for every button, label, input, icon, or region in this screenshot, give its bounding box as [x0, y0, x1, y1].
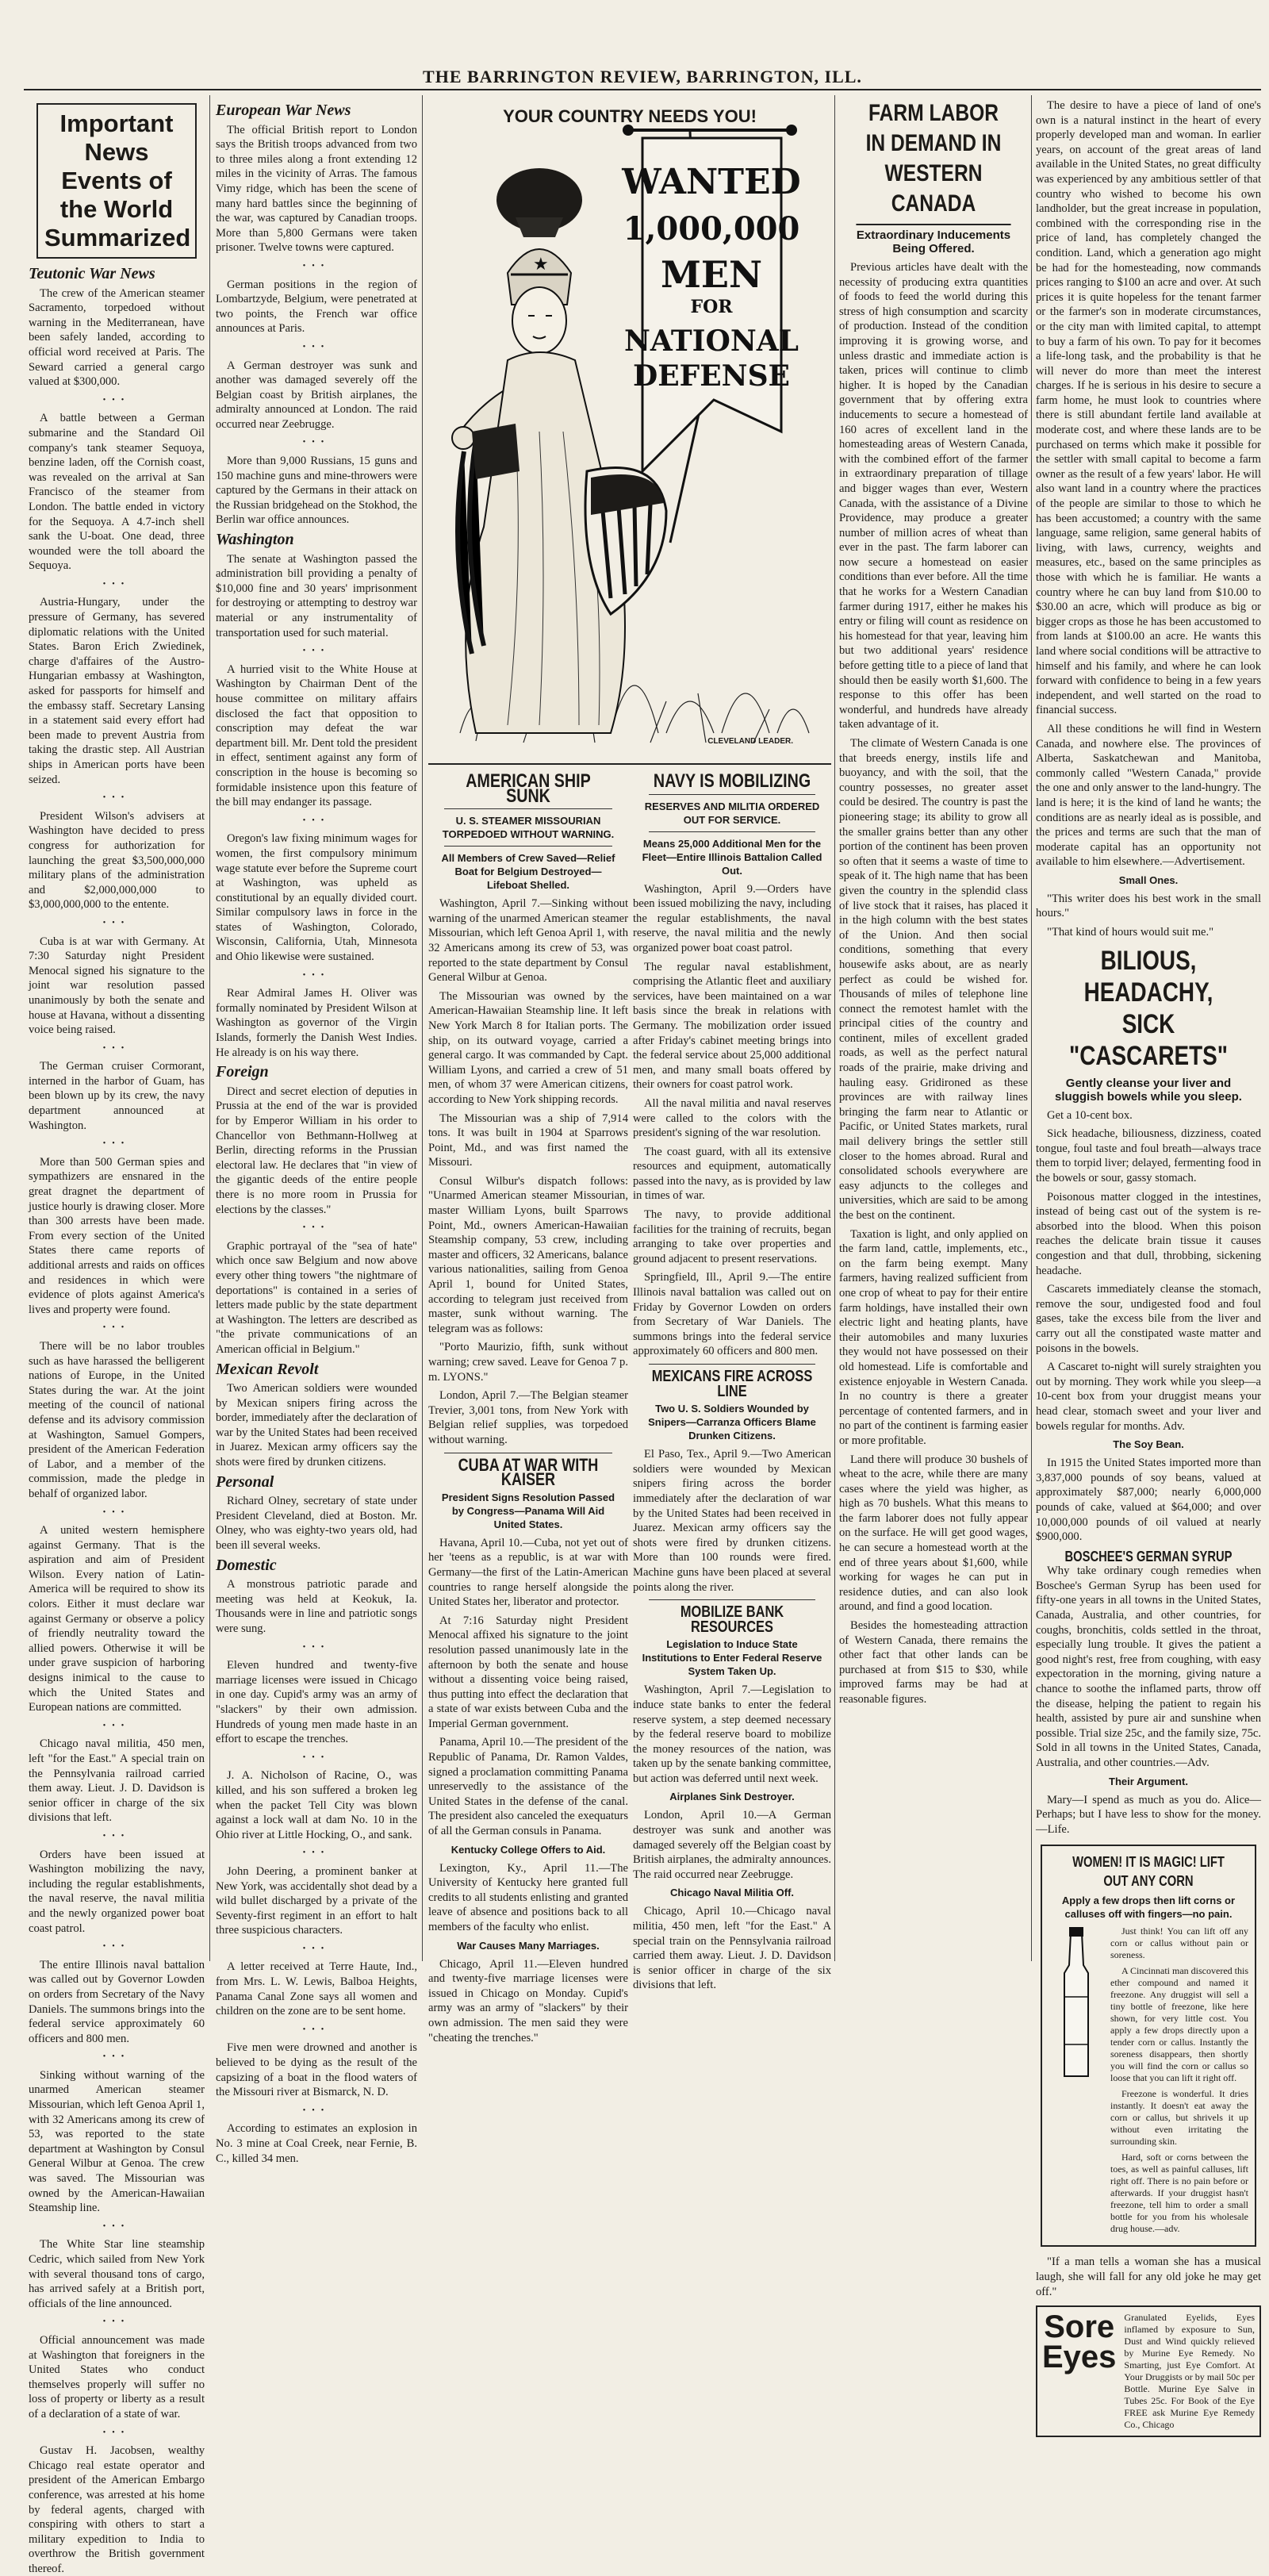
paragraph: The White Star line steamship Cedric, which sailed from New York with several thousand tons of cargo, has arrived safely at a British port, officials of the line announced. [29, 2238, 205, 2310]
dek-navy: RESERVES AND MILITIA ORDERED OUT FOR SERVICE. [644, 800, 820, 826]
separator-stars: ••• [102, 1323, 131, 1333]
svg-text:★: ★ [533, 255, 549, 274]
column-news-summary [29, 98, 205, 2575]
separator-stars: ••• [102, 395, 131, 405]
subhead-ship-sunk: All Members of Crew Saved—Relief Boat for Belgium Destroyed—Lifeboat Shelled. [441, 852, 615, 892]
paragraph: Direct and secret election of deputies in Prussia at the end of the war is provided for by Emperor William in his order to Chancellor von Bethmann-Hollweg at Berlin, directing reforms in the Prussian electoral law. He declares that "in view of the gigantic deeds of the entire people there is no more room in Prussia for elections by the classes." [216, 1085, 417, 1216]
banner-line: MEN [660, 253, 763, 296]
sore-eyes-ad [1036, 2305, 1261, 2437]
column-navy [633, 770, 831, 1992]
headline-ship-sunk: AMERICAN SHIP SUNK [466, 770, 591, 807]
headline-bank: MOBILIZE BANK RESOURCES [680, 1603, 784, 1636]
col4-paragraphs-airplanes [633, 1808, 831, 1882]
paragraph: More than 9,000 Russians, 15 guns and 150 machine guns and mine-throwers were captured by the Germans in their attack on the Russian bridgehead on the Stokhod, the Berlin war office announces. [216, 455, 417, 527]
paragraph: Just think! You can lift off any corn or callus without pain or soreness. [1110, 1925, 1248, 1961]
paragraph: "That kind of hours would suit me." [1047, 926, 1214, 939]
column-ship-sunk [428, 770, 628, 2044]
subhead-kentucky: Kentucky College Offers to Aid. [450, 1843, 606, 1856]
separator-stars: ••• [102, 1831, 131, 1841]
separator-stars: ••• [302, 438, 331, 447]
separator-stars: ••• [102, 1043, 131, 1053]
separator-stars: ••• [302, 1849, 331, 1858]
paragraph: All these conditions he will find in Western Canada, and nowhere else. The provinces of Alberta, Saskatchewan and Manitoba, commonly called "Western Canada," provide the one and only answer to the land-hungry. The land is here; it is the kind of land he wants; the conditions are as nearly ideal as is possible, and the prices and terms are such that the man of moderate capital has an opportunity not available to him elsewhere.—Advertisement. [1036, 722, 1261, 869]
paragraph: Washington, April 9.—Orders have been issued mobilizing the navy, including the regular establishments, the naval reserve, the naval militia and the newly organized power boat coast patrol. [633, 882, 831, 954]
separator-stars: ••• [302, 1223, 331, 1233]
subhead-cuba: President Signs Resolution Passed by Congress—Panama Will Aid United States. [441, 1491, 615, 1530]
paragraph: Sinking without warning of the unarmed American steamer Missourian, which left Genoa April 1, with 32 Americans among its crew of 53, was reported to the state department at Washington by Consul General Wilbur at Genoa. The crew was saved. The Missourian was owned by the American-Hawaiian Steamship line. [29, 2068, 205, 2215]
column-rule [1031, 95, 1032, 1961]
separator-stars: ••• [102, 2428, 131, 2437]
syrup-ad-headline: BOSCHEE'S GERMAN SYRUP [1064, 1548, 1233, 1564]
corn-ad-headline: WOMEN! IT IS MAGIC! LIFT OUT ANY CORN [1072, 1854, 1225, 1890]
separator-stars: ••• [102, 2221, 131, 2231]
paragraph: Poisonous matter clogged in the intestines, instead of being cast out of the system is re-absorbed into the blood. When this poison reaches the delicate brain tissue it causes congestion and that dull, throbbing, sickening headache. [1036, 1190, 1261, 1277]
separator-stars: ••• [102, 579, 131, 589]
banner-line: DEFENSE [633, 359, 790, 393]
paragraph: Five men were drowned and another is believed to be dying as the result of the capsizing of a boat in the flood waters of the Missouri river at Bismarck, N. D. [216, 2041, 417, 2099]
column-farm-labor [839, 98, 1028, 1960]
paragraph: A united western hemisphere against Germany. That is the aspiration and aim of President Wilson. Every nation of Latin-America will be required to show its colors. Either it must declare war against Germany or observe a policy of friendly neutrality toward the allied powers. Otherwise it will be under grave suspicion of harboring designs inimical to the cause to which the United States and European nations are committed. [29, 1524, 205, 1714]
headline-navy: NAVY IS MOBILIZING [653, 770, 811, 792]
paragraph: Get a 10-cent box. [1047, 1108, 1133, 1122]
banner-line: WANTED [622, 162, 801, 202]
separator-stars: ••• [102, 2317, 131, 2327]
separator-stars: ••• [102, 1942, 131, 1952]
paragraph: Chicago naval militia, 450 men, left "for the East." A special train on the Pennsylvania railroad carried them away. Lieut. J. D. Davidson is senior officer in charge of the six divisions that left. [29, 1737, 205, 1825]
soy-bean-text: In 1915 the United States imported more than 3,837,000 pounds of soy beans, valued at approximately $87,000; nearly 6,000,000 pounds of cake, valued at $64,000; and over 10,000,000 pounds of oil valued at nearly $900,000. [1036, 1457, 1261, 1544]
paragraph: Gustav H. Jacobsen, wealthy Chicago real estate operator and president of the American Embargo conference, was arrested at his home by federal agents, charged with conspiring with others to start a military expedition to India to overthrow the British government thereof. [29, 2444, 205, 2575]
cascarets-ad-headline: BILIOUS, HEADACHY, SICK "CASCARETS" [1069, 945, 1228, 1071]
paragraph: Washington, April 7.—Sinking without warning of the unarmed American steamer Missourian, which left Genoa April 1, with 32 Americans among its crew of 53, was reported to the state department by Consul General Wilbur at Genoa. [428, 897, 628, 985]
separator-stars: ••• [302, 2025, 331, 2034]
paragraph: Official announcement was made at Washington that foreigners in the United States who conduct themselves properly will suffer no loss of property or liberty as a result of a declaration of a state of war. [29, 2333, 205, 2421]
freezone-bottle-icon [1049, 1925, 1104, 2084]
paragraph: A letter received at Terre Haute, Ind., from Mrs. L. W. Lewis, Balboa Heights, Panama Canal Zone says all women and children on the zone are to be sent home. [216, 1960, 417, 2018]
paragraph: Hard, soft or corns between the toes, as well as painful calluses, lift right off. There is no pain before or afterwards. If your druggist hasn't freezone, tell him to order a small bottle for you from his wholesale drug house.—adv. [1110, 2152, 1248, 2235]
subhead-farm-labor: Extraordinary Inducements Being Offered. [856, 228, 1011, 255]
section-body [216, 123, 417, 528]
paragraph: London, April 10.—A German destroyer was sunk and another was damaged severely off the Belgian coast by British airplanes, the admiralty announces. The raid occurred near Zeebrugge. [633, 1809, 831, 1881]
paragraph: A Cincinnati man discovered this ether compound and named it freezone. Any druggist will sell a tiny bottle of freezone, like here shown, for very little cost. You apply a few drops directly upon a tender corn or callus. Instantly the soreness disappears, then shortly you will find the corn or callus so loose that you can lift it right off. [1110, 1965, 1248, 2084]
banner-line: FOR [690, 297, 733, 317]
paragraph: The regular naval establishment, comprising the Atlantic fleet and auxiliary services, have been maintained on a war basis since the break in relations with Germany. The mobilization order issued after Friday's cabinet meeting brings into the federal service about 25,000 additional men, and many small boats offered by their owners for coast patrol work. [633, 960, 831, 1092]
subhead-bank: Legislation to Induce State Institutions to Enter Federal Reserve System Taken Up. [642, 1638, 822, 1678]
paragraph: Taxation is light, and only applied on the farm land, cattle, implements, etc., on the farm being exempt. Many farmers, having realized sufficient from one crop of wheat to pay for their entire farm holdings, have installed their own electric light and heating plants, have their automobiles and many luxuries they would not have possessed on their old homestead. Life is comfortable and existence enjoyable in Western Canada. In no country is there a greater percentage of contented farmers, and in no part of the continent is farming easier or more profitable. [839, 1227, 1028, 1447]
sore-eyes-text: Granulated Eyelids, Eyes inflamed by exposure to Sun, Dust and Wind quickly relieved by Murine Eye Remedy. No Smarting, just Eye Comfort. At Your Druggists or by mail 50c per Bottle. Murine Eye Salve in Tubes 25c. For Book of the Eye FREE ask Murine Eye Remedy Co., Chicago [1124, 2312, 1255, 2431]
paragraph: Richard Olney, secretary of state under President Cleveland, died at Boston. Mr. Olney, who was eighty-two years old, had been ill several weeks. [216, 1495, 417, 1553]
col2-sections [216, 103, 417, 2166]
laugh-text: "If a man tells a woman she has a musical laugh, she will fall for any old joke he may get off." [1036, 2255, 1261, 2298]
poster-illustration [428, 98, 831, 765]
headline-cuba: CUBA AT WAR WITH KAISER [458, 1454, 599, 1490]
paragraph: Washington, April 7.—Legislation to induce state banks to enter the federal reserve system, a step deemed necessary by the federal reserve board to mobilize the money resources of the nation, was taken up by the senate banking committee, but action was deferred until next week. [633, 1683, 831, 1785]
banner-line: NATIONAL [623, 324, 799, 358]
cascarets-ad-text [1036, 1108, 1261, 1434]
section-body [216, 1085, 417, 1357]
paragraph: The Missourian was owned by the American-Hawaiian Steamship line. It left New York March 8 for Italian ports. The ship, on its outward voyage, carried a general cargo. It was commanded by Capt. William Lyons, and carried a crew of 51 men, of whom 37 were American citizens, according to New York shipping records. [428, 989, 628, 1106]
paragraph: A Cascaret to-night will surely straighten you out by morning. They work while you sleep—a 10-cent box from your druggist means your head clear, stomach sweet and your liver and bowels regular for months. Adv. [1036, 1361, 1261, 1433]
col4-paragraphs-bank [633, 1683, 831, 1786]
section-head: European War News [216, 102, 351, 119]
paragraph: Previous articles have dealt with the necessity of producing extra quantities of foods to feed the world during this stress of high consumption and scarcity of production. Instead of the condition improving it is growing worse, and unless drastic and immediate action is taken, prices will continue to climb higher. It is hoped by the Canadian government that by offering extra inducements to secure a homestead of 160 acres of excellent land in the homesteading areas of Western Canada, with the combined effort of the farmer in extraordinary preparation of tillage and bigger wages than ever, Western Canada, with the assistance of a Divine Providence, may produce a greater number of million acres of wheat than ever in the past. The farm laborer can now secure a homestead on easier conditions than ever before. All the time that he works for a Western Canadian farmer during 1917, either he makes his entry or filing will count as residence on his homestead for that year, leaving him but two additional years' residence before getting title to a piece of land that should then be easily worth $1,600. The response to this offer has been wonderful, and hundreds have already taken advantage of it. [839, 261, 1028, 731]
separator-stars: ••• [302, 2106, 331, 2115]
section-body [216, 552, 417, 1061]
paragraph: Graphic portrayal of the "sea of hate" which once saw Belgium and now above every other thing towers "the nightmare of deportations" is contained in a series of letters made public by the state department at Washington. The letters are described as "the private communications of an American official in Belgium." [216, 1239, 417, 1356]
paragraph: Cuba is at war with Germany. At 7:30 Saturday night President Menocal signed his signature to the joint war resolution passed unanimously by both the senate and house at Havana, without a dissenting voice being raised. [29, 935, 205, 1037]
cascarets-ad-subhead: Gently cleanse your liver and sluggish bowels while you sleep. [1055, 1076, 1242, 1104]
subhead-soy-bean: The Soy Bean. [1113, 1438, 1184, 1451]
subhead-navy: Means 25,000 Additional Men for the Fleet—Entire Illinois Battalion Called Out. [642, 837, 822, 877]
banner-line: 1,000,000 [623, 210, 800, 248]
summary-box-headline: Important News Events of the World Summarized [36, 103, 197, 259]
paragraph: The desire to have a piece of land of one's own is a natural instinct in the heart of every properly developed man and woman. In earlier years, on account of the great areas of land available in the United States, no great difficulty was experienced by any ambitious settler of that country who wished to become his own landholder, but the great increase in population, combined with the corresponding rise in the price of land, has completely changed the condition. Land, which a generation ago might be had for the homesteading, now commands prices ranging to $100 an acre and over. At such prices it is quite hopeless for the tenant farmer or the farmer's son in moderate circumstances, or the city man with limited capital, to attempt to buy a farm of his own. To pay for it becomes a life-long task, and the probability is that he will never do more than meet the interest charges. If he is serious in his desire to secure a farm home, he must look to countries where there is still abundant fertile land available at moderate cost, and where these lands are to be purchased on terms which make it possible for the settler with small capital to become a farm owner as the result of a few years' labor. He will also want land in a country where the practices of the people are similar to those to which he has been accustomed; a country with the same language, same religion, same general habits of living, with laws, currency, weights and measures, etc., based on the same principles as those with which he is familiar. He wants a country where he can buy land from $10.00 to $30.00 an acre, which will produce as big or bigger crops as those he has been accustomed to from lands at $100.00 an acre. He wants this land where social conditions will be attractive to himself and his family, and where he can look forward with confidence to being in a few years independent, and well started on the road to financial success. [1036, 99, 1261, 717]
paragraph: The senate at Washington passed the administration bill providing a penalty of $10,000 fine and 30 years' imprisonment for destroying or attempting to destroy war material or any instrumentality of transportation used for such material. [216, 552, 417, 639]
paragraph: "Porto Maurizio, fifth, sunk without warning; crew saved. Leave for Genoa 7 p. m. LYONS." [428, 1341, 628, 1384]
separator-stars: ••• [102, 918, 131, 927]
paragraph: The Missourian was a ship of 7,914 tons. It was built in 1904 at Sparrows Point, Md., and was first named the Missouri. [428, 1111, 628, 1169]
col1-paragraphs [29, 286, 205, 2576]
paragraph: The German cruiser Cormorant, interned in the harbor of Guam, has been blown up by its crew, the navy department announced at Washington. [29, 1060, 205, 1132]
section-body [216, 1577, 417, 2166]
section-head: Personal [216, 1472, 274, 1491]
subhead-marriages: War Causes Many Marriages. [457, 1939, 600, 1952]
dek-ship-sunk: U. S. STEAMER MISSOURIAN TORPEDOED WITHOUT WARNING. [442, 815, 615, 841]
col4-paragraphs [633, 882, 831, 1359]
corn-ad-text [1110, 1925, 1248, 2239]
paragraph: London, April 7.—The Belgian steamer Trevier, 3,001 tons, from New York with Belgian relief supplies, was torpedoed without warning. [428, 1389, 628, 1446]
col3-paragraphs-marriages [428, 1957, 628, 2046]
paragraph: According to estimates an explosion in No. 3 mine at Coal Creek, near Fernie, B. C., killed 34 men. [216, 2122, 417, 2165]
col3-paragraphs-kentucky [428, 1861, 628, 1935]
subhead-small-ones: Small Ones. [1118, 873, 1179, 886]
separator-stars: ••• [302, 1944, 331, 1953]
column-rule [209, 95, 210, 1961]
paragraph: John Deering, a prominent banker at New York, was accidentally shot dead by a wild bullet discharged by a private of the Seventy-first regiment in an effort to halt three suspicious characters. [216, 1864, 417, 1937]
separator-stars: ••• [102, 1139, 131, 1149]
subhead-naval-militia: Chicago Naval Militia Off. [669, 1887, 795, 1899]
paragraph: There will be no labor troubles such as have harassed the belligerent nations of Europe, in the United States during the war. At the joint meeting of the council of national defense and its advisory commission at Washington, Samuel Gompers, president of the American Federation of Labor, and a member of the commission, made the pledge in behalf of organized labor. [29, 1339, 205, 1500]
section-body [216, 1494, 417, 1553]
separator-stars: ••• [102, 1721, 131, 1730]
paragraph: Chicago, April 10.—Chicago naval militia, 450 men, left "for the East." A special train on the Pennsylvania railroad carried them away. Lieut. J. D. Davidson is senior officer in charge of the six divisions that left. [633, 1905, 831, 1992]
paragraph: Oregon's law fixing minimum wages for women, the first compulsory minimum wage statute ever before the Supreme court at Washington, was upheld as constitutional by an equally divided court. Similar compulsory laws in force in the states of Washington, Colorado, Wisconsin, California, Utah, Minnesota and Ohio likewise were sustained. [216, 832, 417, 964]
paragraph: Austria-Hungary, under the pressure of Germany, has severed diplomatic relations with the United States. Baron Erich Zwiedinek, charge d'affaires of the Austro-Hungarian embassy at Washington, asked for passports for himself and the embassy staff. Secretary Lansing in a statement said every effort had been made to prevent Austria from taking the drastic step. All Austrian ships in American ports have been seized. [29, 596, 205, 786]
paragraph: A German destroyer was sunk and another was damaged severely off the Belgian coast by British airplanes, the admiralty announced at London. The raid occurred near Zeebrugge. [216, 359, 417, 431]
paragraph: Cascarets immediately cleanse the stomach, remove the sour, undigested food and foul gases, take the excess bile from the liver and carry out all the constipated waste matter and poisons in the bowels. [1036, 1283, 1261, 1355]
separator-stars: ••• [302, 342, 331, 351]
paragraph: J. A. Nicholson of Racine, O., was killed, and his son suffered a broken leg when the packet Tell City was blown against a lock wall at dam No. 10 in the Ohio river at Little Hocking, O., and sank. [216, 1769, 417, 1841]
corn-ad-box [1041, 1845, 1256, 2247]
paragraph: A battle between a German submarine and the Standard Oil company's tank steamer Sequoya, benzine laden, off the Cornish coast, was revealed on the arrival at San Francisco of the steamer from London. The battle ended in victory for the Sequoya. A 4.7-inch shell sank the U-boat. One dead, three wounded were the toll aboard the Sequoya. [29, 412, 205, 573]
paragraph: Orders have been issued at Washington mobilizing the navy, including the regular establishments, the naval reserve, the naval militia and the newly organized power boat coast patrol. [29, 1848, 205, 1935]
section-head-teutonic: Teutonic War News [29, 265, 155, 282]
subhead-argument: Their Argument. [1109, 1775, 1188, 1787]
paragraph: Rear Admiral James H. Oliver was formally nominated by President Wilson at Washington as governor of the Virgin Islands, formerly the Danish West Indies. He already is on his way there. [216, 987, 417, 1059]
separator-stars: ••• [102, 2052, 131, 2062]
paragraph: Chicago, April 11.—Eleven hundred and twenty-five marriage licenses were issued in Chicago on Monday. Cupid's army was an army of "slackers" by their own admission. The men said they were "cheating the trenches." [428, 1957, 628, 2044]
section-head: Domestic [216, 1556, 277, 1574]
paragraph: All the naval militia and naval reserves were called to the colors with the president's signing of the war resolution. [633, 1096, 831, 1140]
paragraph: Freezone is wonderful. It dries instantly. It doesn't eat away the corn or callus, but shrivels it up without even irritating the surrounding skin. [1110, 2088, 1248, 2148]
paragraph: The climate of Western Canada is one that breeds energy, instils life and buoyancy, and with the soil, that the country possesses, no greater asset could be desired. The country is past the pioneering stage; its ability to grow all the smaller grains better than any other portion of the continent has been proven so often that it seems a waste of time to speak of it. The high name that has been given the country in the splendid class of live stock that it raises, has placed it in the high column with the best states of the Union. And then social conditions, something that every housewife asks about, are as nearly perfect as could be wished for. Thousands of miles of telephone line connect the remotest hamlet with the principal cities of the country and continent, miles of excellent graded roads, as well as the perfect natural roads of the prairie, make driving and hauling easy. Gridironed as these provinces are with railway lines bringing the farm near to Atlantic or Pacific, or United States markets, rural mail delivery brings the settler still closer to the homes abroad. Rural and consolidated schools everywhere are easy adjuncts to the colleges and universities, which are said to be among the best on the continent. [839, 737, 1028, 1222]
sore-eyes-title: Sore [1044, 2309, 1115, 2345]
paragraph: A hurried visit to the White House at Washington by Chairman Dent of the house committee on military affairs disclosed the fact that opposition to conscription may defeat the war department bill. Mr. Dent told the president in effect, sentiment against any form of conscription in the house is becoming so formidable insistence upon this feature of the bill may endanger its passage. [216, 662, 417, 809]
subhead-airplanes: Airplanes Sink Destroyer. [669, 1791, 795, 1803]
separator-stars: ••• [302, 647, 331, 656]
col6-continued-text [1036, 98, 1261, 870]
paragraph: Consul Wilbur's dispatch follows: "Unarmed American steamer Missourian, master William Lyons, built Sparrows Point, Md., owners American-Hawaiian Steamship company, 53 crew, including master and officers, 32 Americans, balance various nationalities, sailing from Genoa April 1, bound for United States, according to telegram just received from master, sunk without warning. The telegram was as follows: [428, 1174, 628, 1335]
argument-text: Mary—I spend as much as you do. Alice—Perhaps; but I have less to show for the money.—Life. [1036, 1793, 1261, 1836]
poster-credit: CLEVELAND LEADER. [707, 737, 793, 746]
columbia-figure-illustration [428, 98, 831, 765]
col4-paragraphs-naval-militia [633, 1904, 831, 1993]
column-war-news [216, 98, 417, 2165]
paragraph: "This writer does his best work in the small hours." [1036, 892, 1261, 920]
section-body [216, 1381, 417, 1470]
column-rule [422, 95, 423, 1961]
paragraph: President Wilson's advisers at Washington have decided to press congress for authorization for launching the great $3,500,000,000 military plans of the administration and $2,000,000,000 to $3,000,000,000 to the entente. [29, 809, 205, 912]
separator-stars: ••• [302, 970, 331, 980]
poster-title: YOUR COUNTRY NEEDS YOU! [503, 106, 757, 126]
separator-stars: ••• [302, 1753, 331, 1762]
syrup-ad-text: Why take ordinary cough remedies when Boschee's German Syrup has been used for fifty-one years in all towns in the United States, Canada, Australia, and other countries, for coughs, bronchitis, colds settled in the throat, especially lung trouble. It gives the patient a good night's rest, free from coughing, with easy expectoration in the morning, giving nature a chance to soothe the inflamed parts, throw off the disease, helping the patient to regain his health, assisted by pure air and sunshine when possible. Trial size 25c, and the family size, 75c. Sold in all towns in the United States, Canada, Australia, and other countries.—Adv. [1036, 1564, 1261, 1769]
small-ones-text [1036, 892, 1261, 940]
headline-mexicans: MEXICANS FIRE ACROSS LINE [651, 1368, 813, 1400]
separator-stars: ••• [302, 816, 331, 825]
section-head: Foreign [216, 1063, 269, 1081]
paragraph: The navy, to provide additional facilities for the training of recruits, began arranging to take over properties and ground adjacent to present reservations. [633, 1208, 831, 1265]
paragraph: Land there will produce 30 bushels of wheat to the acre, while there are many cases where the yield was higher, as high as 70 bushels. What this means to the farm laborer does not fully appear on the surface. He will get good wages, he can secure a homestead worth at the end of three years about $1,600, while working for wages he can put in residence duties, and can also look around, and find a good location. [839, 1453, 1028, 1614]
separator-stars: ••• [302, 261, 331, 271]
col4-paragraphs-mexicans [633, 1447, 831, 1595]
paragraph: Panama, April 10.—The president of the Republic of Panama, Dr. Ramon Valdes, signed a proclamation committing Panama unreservedly to the assistance of the United States in the defense of the canal. The president also canceled the exequaturs of all the German consuls in Panama. [428, 1736, 628, 1838]
column-ads [1036, 98, 1261, 2431]
sore-eyes-title: Eyes [1042, 2340, 1117, 2375]
paragraph: At 7:16 Saturday night President Menocal affixed his signature to the joint resolution passed unanimously late in the afternoon by both the senate and house without a dissenting voice being raised, thus putting into effect the declaration that a state of war exists between Cuba and the Imperial German government. [428, 1614, 628, 1730]
paragraph: The crew of the American steamer Sacramento, torpedoed without warning in the Mediterranean, have been safely landed, according to official word received at Paris. The Seward carried a general cargo valued at $300,000. [29, 286, 205, 389]
paragraph: Besides the homesteading attraction of Western Canada, there remains the other fact that other lands can be purchased at from $15 to $30, while improved farms may be had at reasonable figures. [839, 1619, 1028, 1706]
paragraph: Lexington, Ky., April 11.—The University of Kentucky here granted full credits to all students enlisting and granted leave of absence and positions back to all members of the faculty who enlist. [428, 1861, 628, 1933]
paragraph: Havana, April 10.—Cuba, not yet out of her 'teens as a republic, is at war with Germany—the first of the Latin-American countries to range herself alongside the United States her, liberator and protector. [428, 1536, 628, 1609]
paragraph: A monstrous patriotic parade and meeting was held at Keokuk, Ia. Thousands were in line and patriotic songs were sung. [216, 1578, 417, 1635]
column-rule [834, 95, 835, 1961]
separator-stars: ••• [102, 1507, 131, 1517]
paragraph: Springfield, Ill., April 9.—The entire Illinois naval battalion was called out on Friday by Governor Lowden on orders from Secretary of War Daniels. The summons brings into the federal service approximately 60 officers and 800 men. [633, 1271, 831, 1358]
subhead-mexicans: Two U. S. Soldiers Wounded by Snipers—Carranza Officers Blame Drunken Citizens. [648, 1403, 816, 1442]
separator-stars: ••• [102, 793, 131, 803]
col5-paragraphs [839, 260, 1028, 1707]
paragraph: El Paso, Tex., April 9.—Two American soldiers were wounded by Mexican snipers firing across the border immediately after the declaration of war by the United States had been received in Juarez. Mexican army officers say the shots were fired by drunken citizens. More than 100 rounds were fired. Machine guns have been placed at several points along the river. [633, 1448, 831, 1594]
paragraph: Sick headache, biliousness, dizziness, coated tongue, foul taste and foul breath—always trace them to torpid liver; delayed, fermenting food in the bowels or sour, gassy stomach. [1036, 1127, 1261, 1185]
corn-ad-subhead: Apply a few drops then lift corns or calluses off with fingers—no pain. [1061, 1895, 1236, 1921]
headline-farm-labor: FARM LABOR IN DEMAND IN WESTERN CANADA [856, 98, 1010, 225]
col3-paragraphs-cuba [428, 1536, 628, 1839]
separator-stars: ••• [302, 1642, 331, 1652]
paragraph: The official British report to London says the British troops advanced from two to three miles along a front extending 12 miles in the vicinity of Arras. The famous Vimy ridge, which has been the scene of many hard battles since the beginning of the war, was captured by Canadian troops. More than 5,800 Germans were taken prisoner. Twelve towns were captured. [216, 123, 417, 255]
paragraph: Two American soldiers were wounded by Mexican snipers firing across the border, immediately after the declaration of war by the United States had been received in Juarez. Mexican army officers say the shots were fired by drunken citizens. [216, 1382, 417, 1469]
paragraph: The entire Illinois naval battalion was called out by Governor Lowden on orders from Secretary of the Navy Daniels. The summons brings into the federal service approximately 60 officers and 800 men. [29, 1958, 205, 2045]
paragraph: Eleven hundred and twenty-five marriage licenses were issued in Chicago in one day. Cupid's army was an army of "slackers" by their own admission. Hundreds of young men made haste in an effort to escape the trenches. [216, 1659, 417, 1746]
col3-paragraphs [428, 896, 628, 1447]
paragraph: More than 500 German spies and sympathizers are ensnared in the great dragnet the department of justice hourly is drawing closer. More than 300 arrests have been made. From every section of the United States there came reports of additional arrests and raids on offices and residences in which were evidence of plots against America's lives and property were found. [29, 1155, 205, 1316]
section-head: Mexican Revolt [216, 1360, 319, 1378]
section-head: Washington [216, 531, 294, 549]
paragraph: German positions in the region of Lombartzyde, Belgium, were penetrated at two points, the French war office announces at Paris. [216, 278, 417, 336]
paragraph: The coast guard, with all its extensive resources and equipment, automatically passed into the navy, as is provided by law in times of war. [633, 1145, 831, 1203]
masthead: THE BARRINGTON REVIEW, BARRINGTON, ILL. [24, 67, 1261, 90]
